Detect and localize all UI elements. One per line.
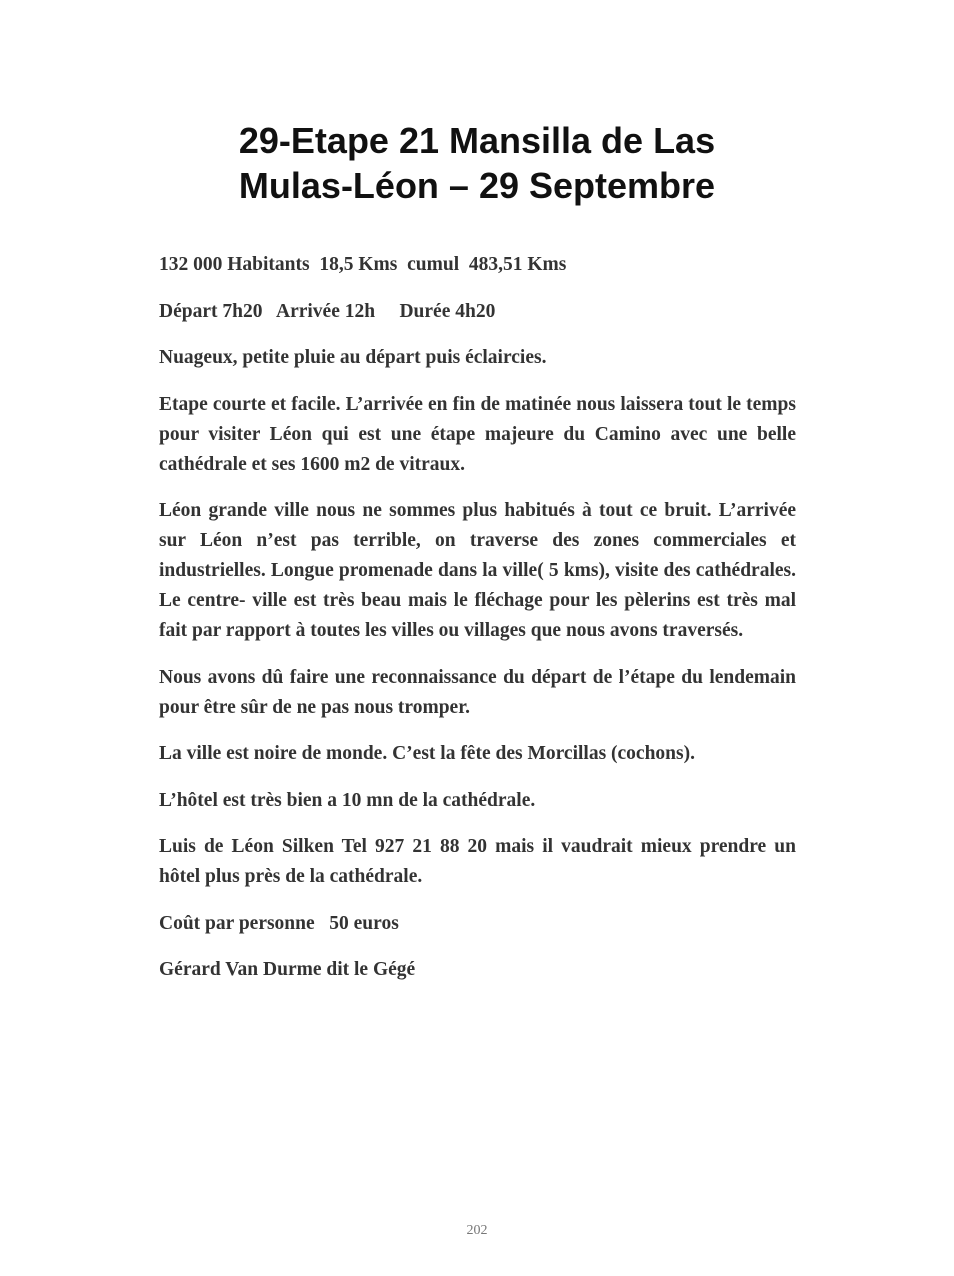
page-title bbox=[150, 118, 804, 208]
paragraph-intro: Etape courte et facile. L’arrivée en fin de matinée nous laissera tout le temps pour visiter Léon qui est une étape majeure du Camino avec une belle cathédrale et ses 1600 m2 de vitraux. bbox=[159, 393, 796, 475]
paragraph-hotel-name: Luis de Léon Silken Tel 927 21 88 20 mais il vaudrait mieux prendre un hôtel plus près de la cathédrale. bbox=[159, 836, 796, 887]
paragraph-crowd: La ville est noire de monde. C’est la fête des Morcillas (cochons). bbox=[159, 743, 695, 764]
stats-line: 132 000 Habitants 18,5 Kms cumul 483,51 Kms bbox=[159, 254, 567, 275]
paragraph-hotel: L’hôtel est très bien a 10 mn de la cathédrale. bbox=[159, 789, 536, 811]
paragraph-reconnaissance: Nous avons dû faire une reconnaissance du départ de l’étape du lendemain pour être sûr de ne pas nous tromper. bbox=[159, 666, 796, 718]
title-line-2: Mulas-Léon – 29 Septembre bbox=[238, 165, 716, 206]
body-text bbox=[159, 250, 796, 1002]
author-line: Gérard Van Durme dit le Gégé bbox=[159, 959, 416, 980]
title-line-1: 29-Etape 21 Mansilla de Las bbox=[238, 120, 716, 161]
page-number: 202 bbox=[466, 1223, 488, 1238]
weather-line: Nuageux, petite pluie au départ puis éclaircies. bbox=[159, 347, 547, 368]
cost-line: Coût par personne 50 euros bbox=[159, 912, 399, 934]
paragraph-city: Léon grande ville nous ne sommes plus habitués à tout ce bruit. L’arrivée sur Léon n’est pas terrible, on traverse des zones commerciales et industrielles. Longue promenade dans la ville( 5 kms), visite des cathédrales. Le centre- ville est très beau mais le fléchage pour les pèlerins est très mal fait par rapport à toutes les villes ou villages que nous avons traversés. bbox=[159, 500, 796, 641]
times-line: Départ 7h20 Arrivée 12h Durée 4h20 bbox=[159, 300, 496, 322]
